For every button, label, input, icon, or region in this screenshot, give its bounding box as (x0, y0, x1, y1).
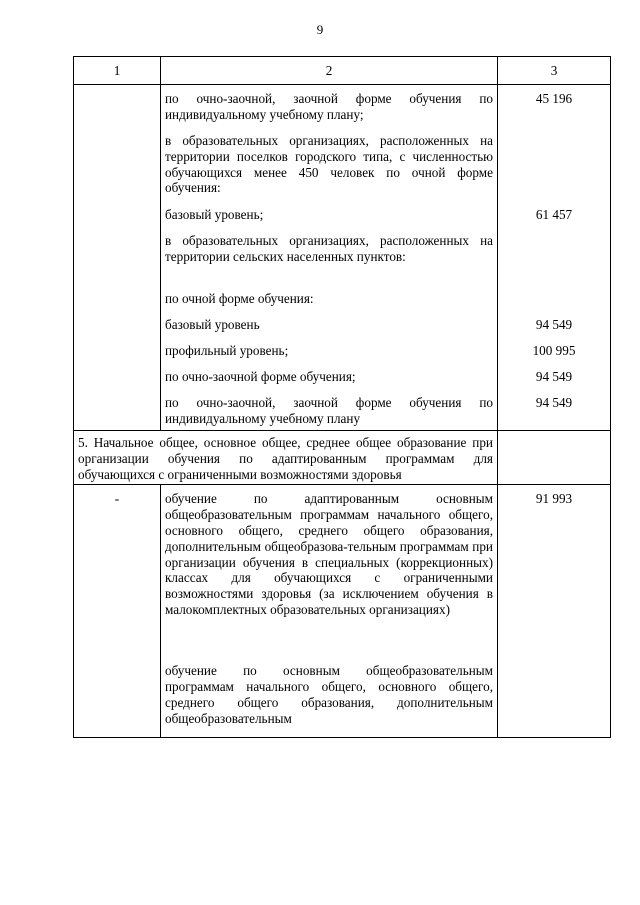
row-a-descriptions (161, 85, 498, 431)
row-a-value (502, 291, 606, 307)
row-b-dash: - (114, 491, 120, 507)
column-header-2: 2 (161, 57, 498, 85)
row-a-item: в образовательных организациях, расположенных на территории сельских населенных пунктов: (165, 233, 493, 264)
table-header-row (74, 57, 611, 85)
tariff-table (73, 56, 611, 738)
column-header-1: 1 (74, 57, 161, 85)
section-5-empty-cell (498, 431, 611, 485)
row-b-item: обучение по основным общеобразовательным программам начального общего, основного общего, среднего общего образования, дополнительным общеобразовательным (165, 663, 493, 726)
row-a-item: по очной форме обучения: (165, 291, 314, 306)
row-a-value: 45 196 (535, 91, 573, 106)
row-a-value: 100 995 (532, 343, 576, 358)
row-a-item: по очно-заочной, заочной форме обучения по индивидуальному учебному плану (165, 395, 493, 426)
row-a-item: базовый уровень (165, 317, 260, 332)
page-number: 9 (316, 22, 324, 37)
row-b-descriptions (161, 485, 498, 738)
row-b-value: 91 993 (535, 491, 573, 507)
row-a-value: 94 549 (535, 369, 573, 384)
row-a-item: профильный уровень; (165, 343, 289, 358)
row-b-col1 (74, 485, 161, 738)
row-a-value: 61 457 (535, 207, 573, 222)
row-a-item: базовый уровень; (165, 207, 264, 222)
row-a-value: 94 549 (535, 395, 573, 410)
row-a-value (502, 133, 606, 197)
section-5-title: 5. Начальное общее, основное общее, среднее общее образование при организации обучения по адаптированным программам для обучающихся с ограниченными возможностями здоровья (78, 435, 493, 482)
row-a-value (502, 233, 606, 281)
row-a-item: в образовательных организациях, расположенных на территории поселков городского типа, с численностью обучающихся менее 450 человек по очной форме обучения: (165, 133, 493, 196)
row-a-item: по очно-заочной форме обучения; (165, 369, 356, 384)
column-header-3: 3 (498, 57, 611, 85)
row-a-item: по очно-заочной, заочной форме обучения по индивидуальному учебному плану; (165, 91, 493, 122)
section-5-cell (74, 431, 498, 485)
section-row (74, 431, 611, 485)
row-a-values (498, 85, 611, 431)
row-b-item: обучение по адаптированным основным общеобразовательным программам начального общего, основного общего, среднего общего образования, дополнительным общеобразова-тельным программам при организации обучения в специальных (коррекционных) классах для обучающихся с ограниченными возможностями здоровья (за исключением обучения в малокомплектных образовательных организациях) (165, 491, 493, 617)
row-a-col1 (74, 85, 161, 431)
row-a-value: 94 549 (535, 317, 573, 332)
table-row (74, 85, 611, 431)
table-row (74, 485, 611, 738)
row-b-values (498, 485, 611, 738)
